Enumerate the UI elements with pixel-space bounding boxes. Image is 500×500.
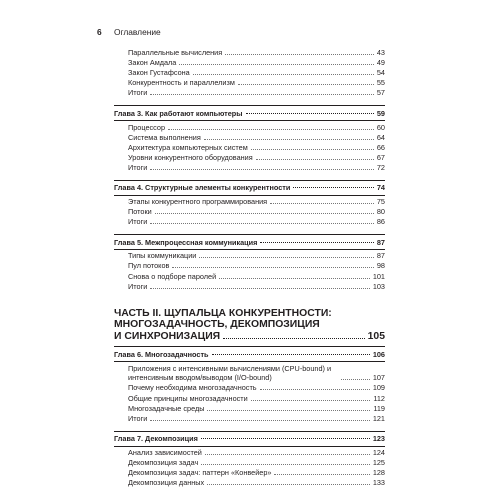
dot-leader bbox=[212, 354, 370, 355]
dot-leader bbox=[193, 74, 374, 75]
toc-entry[interactable]: Итоги 103 bbox=[128, 281, 385, 291]
dot-leader bbox=[270, 203, 374, 204]
dot-leader bbox=[168, 129, 374, 130]
chapter-heading[interactable]: Глава 5. Межпроцессная коммуникация 87 bbox=[114, 237, 385, 247]
dot-leader bbox=[219, 278, 370, 279]
dot-leader bbox=[246, 113, 374, 114]
dot-leader bbox=[199, 257, 373, 258]
dot-leader bbox=[341, 379, 370, 380]
dot-leader bbox=[251, 400, 371, 401]
toc-entry[interactable]: Итоги 86 bbox=[128, 217, 385, 227]
dot-leader bbox=[155, 213, 374, 214]
toc-entry[interactable]: Закон Густафсона 54 bbox=[128, 68, 385, 78]
chapter-divider bbox=[114, 431, 385, 432]
dot-leader bbox=[260, 389, 370, 390]
dot-leader bbox=[150, 169, 374, 170]
dot-leader bbox=[293, 187, 374, 188]
chapter-divider bbox=[114, 105, 385, 106]
dot-leader bbox=[150, 420, 370, 421]
toc-entry[interactable]: Приложения с интенсивными вычислениями (CPU-bound) и интенсивным вводом/выводом (I/O-bound) 107 bbox=[128, 364, 385, 383]
toc-entry[interactable]: Общие принципы многозадачности 112 bbox=[128, 393, 385, 403]
dot-leader bbox=[204, 139, 374, 140]
toc-entry[interactable]: Итоги 72 bbox=[128, 162, 385, 172]
toc-entry[interactable]: Закон Амдала 49 bbox=[128, 58, 385, 68]
toc-entry[interactable]: Снова о подборе паролей 101 bbox=[128, 271, 385, 281]
chapter-heading[interactable]: Глава 4. Структурные элементы конкурентности 74 bbox=[114, 183, 385, 193]
chapter-divider bbox=[114, 346, 385, 347]
toc-entry[interactable]: Декомпозиция данных 133 bbox=[128, 478, 385, 488]
chapter-underline bbox=[114, 361, 385, 362]
toc-entry[interactable]: Конкурентность и параллелизм 55 bbox=[128, 78, 385, 88]
page-number: 6 bbox=[97, 27, 102, 37]
dot-leader bbox=[260, 242, 373, 243]
chapter-divider bbox=[114, 234, 385, 235]
toc-entry[interactable]: Пул потоков 98 bbox=[128, 261, 385, 271]
dot-leader bbox=[150, 288, 370, 289]
toc-entry[interactable]: Система выполнения 64 bbox=[128, 132, 385, 142]
chapter-heading[interactable]: Глава 6. Многозадачность 106 bbox=[114, 349, 385, 359]
toc-entry[interactable]: Декомпозиция задач: паттерн «Конвейер» 128 bbox=[128, 468, 385, 478]
toc-entry[interactable]: Параллельные вычисления 43 bbox=[128, 48, 385, 58]
dot-leader bbox=[251, 149, 374, 150]
page-header bbox=[97, 27, 161, 37]
dot-leader bbox=[179, 64, 374, 65]
toc-entry[interactable]: Этапы конкурентного программирования 75 bbox=[128, 197, 385, 207]
dot-leader bbox=[223, 338, 365, 339]
chapter-heading[interactable]: Глава 3. Как работают компьютеры 59 bbox=[114, 108, 385, 118]
dot-leader bbox=[150, 223, 374, 224]
part-title-last-line: И СИНХРОНИЗАЦИЯ 105 bbox=[114, 330, 385, 342]
part-title-line: МНОГОЗАДАЧНОСТЬ, ДЕКОМПОЗИЦИЯ bbox=[114, 319, 320, 331]
dot-leader bbox=[150, 94, 374, 95]
toc-entry[interactable]: Потоки 80 bbox=[128, 207, 385, 217]
part-heading[interactable] bbox=[114, 308, 385, 343]
dot-leader bbox=[207, 484, 370, 485]
dot-leader bbox=[172, 267, 373, 268]
header-title: Оглавление bbox=[114, 27, 161, 37]
toc-entry[interactable]: Почему необходима многозадачность 109 bbox=[128, 383, 385, 393]
dot-leader bbox=[274, 474, 369, 475]
dot-leader bbox=[225, 54, 374, 55]
part-page: 105 bbox=[367, 330, 385, 342]
toc-entry[interactable]: Многозадачные среды 119 bbox=[128, 403, 385, 413]
toc-entry[interactable]: Типы коммуникации 87 bbox=[128, 251, 385, 261]
entry-group bbox=[114, 47, 385, 97]
toc-entry[interactable]: Уровни конкурентного оборудования 67 bbox=[128, 152, 385, 162]
toc-entry[interactable]: Процессор 60 bbox=[128, 122, 385, 132]
toc-entry[interactable]: Архитектура компьютерных систем 66 bbox=[128, 142, 385, 152]
chapter-heading[interactable]: Глава 7. Декомпозиция 123 bbox=[114, 434, 385, 444]
dot-leader bbox=[201, 464, 370, 465]
dot-leader bbox=[205, 454, 370, 455]
toc-entry[interactable]: Декомпозиция задач 125 bbox=[128, 457, 385, 467]
toc-entry[interactable]: Итоги 57 bbox=[128, 88, 385, 98]
toc-entry[interactable]: Анализ зависимостей 124 bbox=[128, 447, 385, 457]
part-title-line: ЧАСТЬ II. ЩУПАЛЬЦА КОНКУРЕНТНОСТИ: bbox=[114, 307, 332, 319]
dot-leader bbox=[201, 438, 370, 439]
toc-entry[interactable]: Итоги 121 bbox=[128, 413, 385, 423]
chapter-divider bbox=[114, 180, 385, 181]
dot-leader bbox=[256, 159, 374, 160]
table-of-contents bbox=[114, 47, 385, 487]
dot-leader bbox=[238, 84, 374, 85]
dot-leader bbox=[207, 410, 370, 411]
